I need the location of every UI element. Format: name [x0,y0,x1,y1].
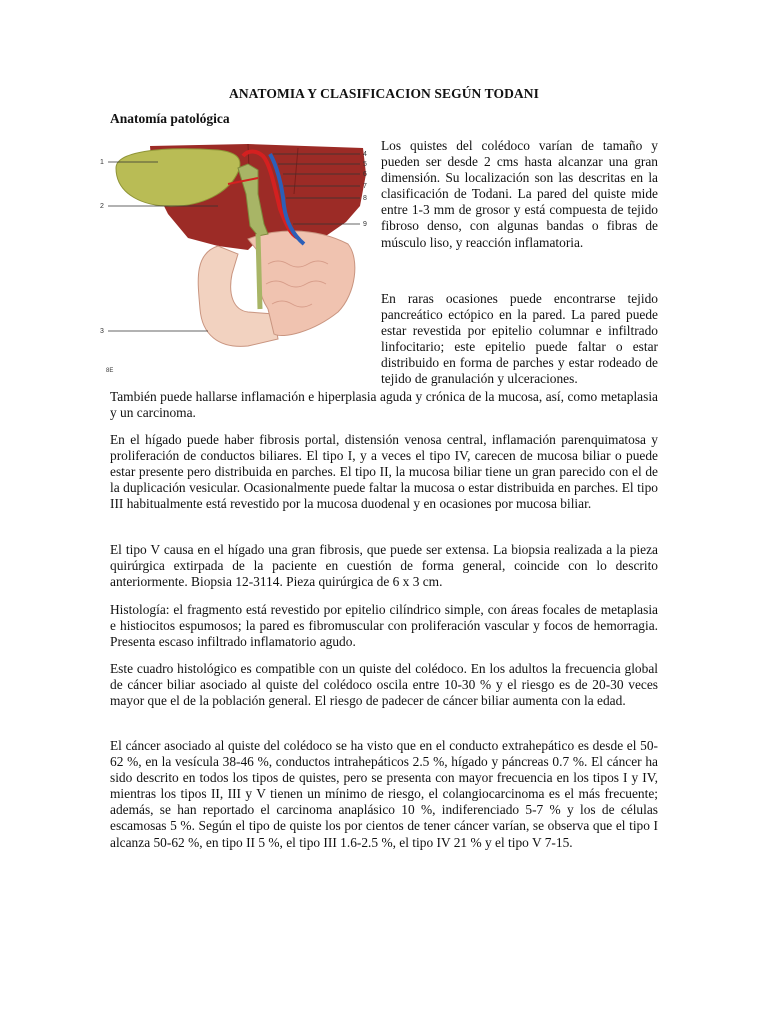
anatomy-illustration [98,134,374,378]
figure-label: 7 [363,183,367,190]
figure-label: 9 [363,221,367,228]
figure-label: 5 [363,161,367,168]
page-title: ANATOMIA Y CLASIFICACION SEGÚN TODANI [228,86,539,101]
figure-label: 2 [100,203,104,210]
section-heading: Anatomía patológica [110,111,230,126]
figure-label: 3 [100,328,104,335]
paragraph: En raras ocasiones puede encontrarse tejido pancreático ectópico en la pared. La pared puede estar revestida por epitelio columnar e infiltrado linfocitario; este epitelio puede faltar o estar distribuido en forma de parches y estar rodeado de tejido de granulación y ulceraciones. [381,291,658,387]
figure-label: 4 [363,151,367,158]
paragraph: También puede hallarse inflamación e hiperplasia aguda y crónica de la mucosa, así, como metaplasia y un carcinoma. [110,389,658,421]
figure-label: 8 [363,195,367,202]
paragraph: Los quistes del colédoco varían de tamaño y pueden ser desde 2 cms hasta alcanzar una gran dimensión. Su localización son las descritas en la clasificación de Todani. La pared del quiste mide entre 1-3 mm de grosor y está compuesta de tejido fibroso denso, con algunas bandas o fibras de músculo liso, y reacción inflamatoria. [381,138,658,250]
paragraph: El cáncer asociado al quiste del colédoco se ha visto que en el conducto extrahepático es desde el 50-62 %, en la vesícula 38-46 %, conductos intrahepáticos 2.5 %, hígado y páncreas 0.7 %. El cáncer ha sido descrito en todos los tipos de quistes, pero se presenta con mayor frecuencia en los tipos I y IV, mientras los tipos II, III y V tienen un mínimo de riesgo, el colangiocarcinoma es el más frecuente; además, se han reportado el carcinoma anaplásico 10 %, indiferenciado 5-7 % y los de células escamosas 5 %. Según el tipo de quiste los por cientos de tener cáncer varían, se observa que el tipo I alcanza 50-62 %, en tipo II 5 %, el tipo III 1.6-2.5 %, el tipo IV 21 % y el tipo V 7-15. [110,738,658,850]
paragraph: En el hígado puede haber fibrosis portal, distensión venosa central, inflamación parenquimatosa y proliferación de conductos biliares. El tipo I, y a veces el tipo IV, carecen de mucosa biliar o puede estar presente pero distribuida en parches. El tipo II, la mucosa biliar tiene un gran parecido con el de la duplicación vesicular. Ocasionalmente puede faltar la mucosa o estar distribuida en parches. El tipo III habitualmente está revestido por la mucosa duodenal y en ocasiones por mucosa biliar. [110,432,658,512]
figure-signature: 8E [106,368,114,374]
figure-label: 1 [100,159,104,166]
paragraph: El tipo V causa en el hígado una gran fibrosis, que puede ser extensa. La biopsia realizada a la pieza quirúrgica extirpada de la paciente en cuestión de forma general, coincide con lo descrito anteriormente. Biopsia 12-3114. Pieza quirúrgica de 6 x 3 cm. [110,542,658,590]
paragraph: Este cuadro histológico es compatible con un quiste del colédoco. En los adultos la frecuencia global de cáncer biliar asociado al quiste del colédoco oscila entre 10-30 % y el riesgo es de 20-30 veces mayor que el de la población general. El riesgo de padecer de cáncer biliar aumenta con la edad. [110,661,658,709]
figure-label: 6 [363,171,367,178]
paragraph: Histología: el fragmento está revestido por epitelio cilíndrico simple, con áreas focales de metaplasia e histiocitos espumosos; la pared es fibromuscular con proliferación vascular y focos de hemorragia. Presenta escaso infiltrado inflamatorio agudo. [110,602,658,650]
